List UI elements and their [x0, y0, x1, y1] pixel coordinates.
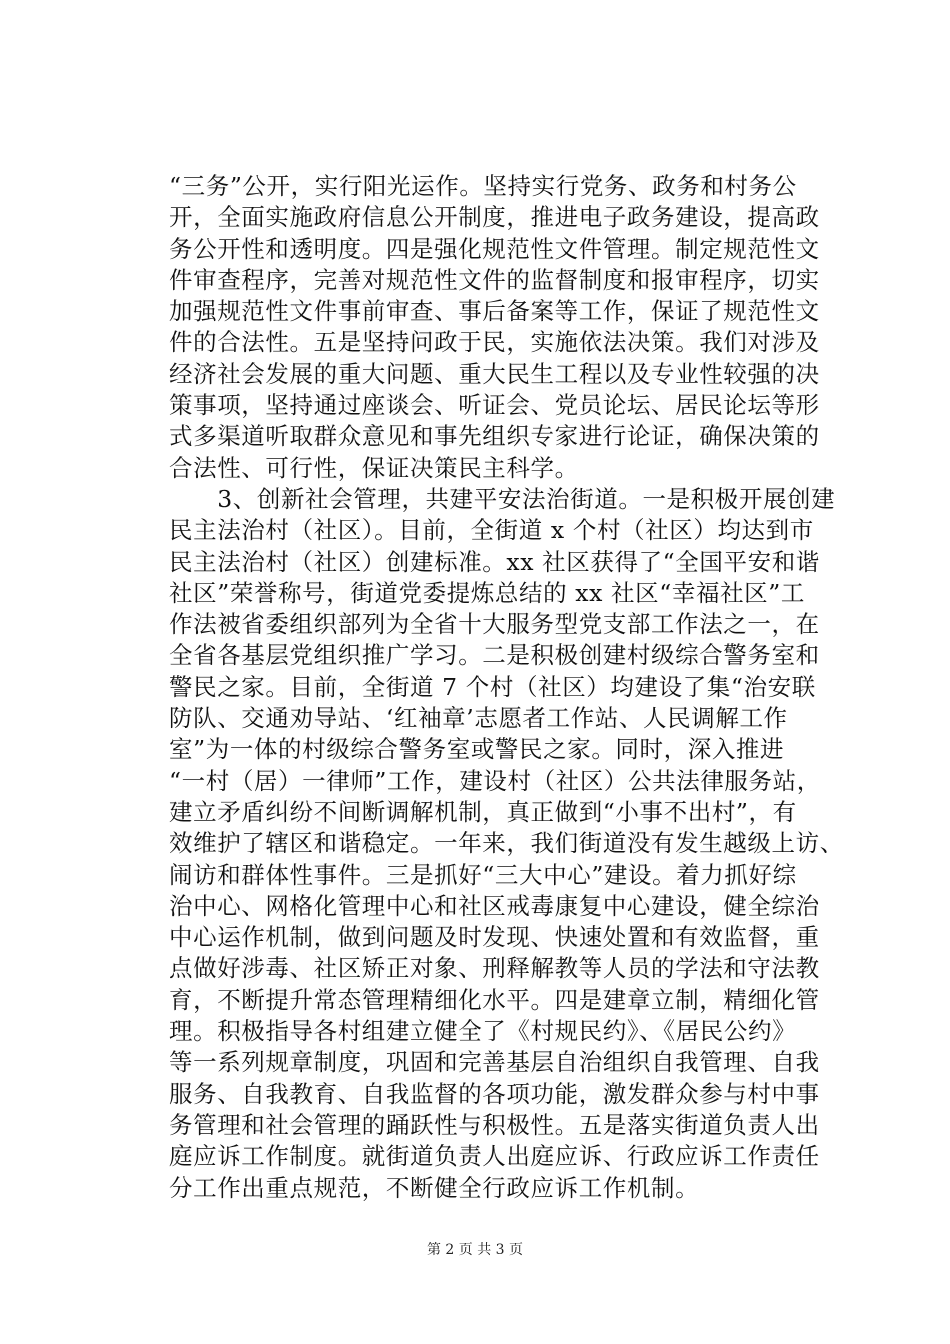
text-line: 育，不断提升常态管理精细化水平。四是建章立制，精细化管 [169, 985, 820, 1014]
text-line: 理。积极指导各村组建立健全了《村规民约》、《居民公约》 [169, 1017, 797, 1046]
text-line: 策事项，坚持通过座谈会、听证会、党员论坛、居民论坛等形 [169, 391, 820, 420]
text-line: 点做好涉毒、社区矫正对象、刑释解教等人员的学法和守法教 [169, 954, 820, 983]
text-line: 分工作出重点规范，不断健全行政应诉工作机制。 [169, 1173, 700, 1202]
text-line: “一村（居）一律师”工作，建设村（社区）公共法律服务站， [169, 766, 821, 795]
text-line: 等一系列规章制度，巩固和完善基层自治组织自我管理、自我 [169, 1048, 820, 1077]
text-line: 件审查程序，完善对规范性文件的监督制度和报审程序，切实 [169, 265, 820, 294]
text-line: 室”为一体的村级综合警务室或警民之家。同时，深入推进 [169, 735, 785, 764]
text-line: 开，全面实施政府信息公开制度，推进电子政务建设，提高政 [169, 203, 820, 232]
page-number-footer: 第 2 页 共 3 页 [426, 1242, 524, 1258]
text-line: 防队、交通劝导站、‘红袖章’志愿者工作站、人民调解工作 [169, 704, 788, 733]
text-line: 治中心、网格化管理中心和社区戒毒康复中心建设，健全综治 [169, 891, 820, 920]
document-body [169, 171, 849, 1204]
text-line: 民主法治村（社区）。目前，全街道 x 个村（社区）均达到市 [169, 516, 814, 545]
text-line: 效维护了辖区和谐稳定。一年来，我们街道没有发生越级上访、 [169, 829, 844, 858]
text-line: 经济社会发展的重大问题、重大民生工程以及专业性较强的决 [169, 359, 820, 388]
text-line: 加强规范性文件事前审查、事后备案等工作，保证了规范性文 [169, 297, 820, 326]
text-line: 民主法治村（社区）创建标准。xx 社区获得了“全国平安和谐 [169, 547, 820, 576]
text-line: 警民之家。目前，全街道 7 个村（社区）均建设了集“治安联 [169, 672, 816, 701]
text-line: 庭应诉工作制度。就街道负责人出庭应诉、行政应诉工作责任 [169, 1142, 820, 1171]
text-line: 务公开性和透明度。四是强化规范性文件管理。制定规范性文 [169, 234, 820, 263]
text-line: 社区”荣誉称号，街道党委提炼总结的 xx 社区“幸福社区”工 [169, 578, 805, 607]
text-line: 务管理和社会管理的踊跃性与积极性。五是落实街道负责人出 [169, 1110, 820, 1139]
text-line: 建立矛盾纠纷不间断调解机制，真正做到“小事不出村”，有 [169, 797, 797, 826]
text-line: 作法被省委组织部列为全省十大服务型党支部工作法之一，在 [169, 610, 820, 639]
text-line: “三务”公开，实行阳光运作。坚持实行党务、政务和村务公 [169, 172, 797, 200]
text-line: 3、创新社会管理，共建平安法治街道。一是积极开展创建 [169, 484, 836, 513]
text-line: 件的合法性。五是坚持问政于民，实施依法决策。我们对涉及 [169, 328, 820, 357]
text-line: 闹访和群体性事件。三是抓好“三大中心”建设。着力抓好综 [169, 860, 797, 889]
text-line: 服务、自我教育、自我监督的各项功能，激发群众参与村中事 [169, 1079, 820, 1108]
text-line: 全省各基层党组织推广学习。二是积极创建村级综合警务室和 [169, 641, 820, 670]
text-line: 中心运作机制，做到问题及时发现、快速处置和有效监督，重 [169, 923, 820, 952]
text-line: 式多渠道听取群众意见和事先组织专家进行论证，确保决策的 [169, 422, 820, 451]
text-line: 合法性、可行性，保证决策民主科学。 [169, 453, 579, 482]
